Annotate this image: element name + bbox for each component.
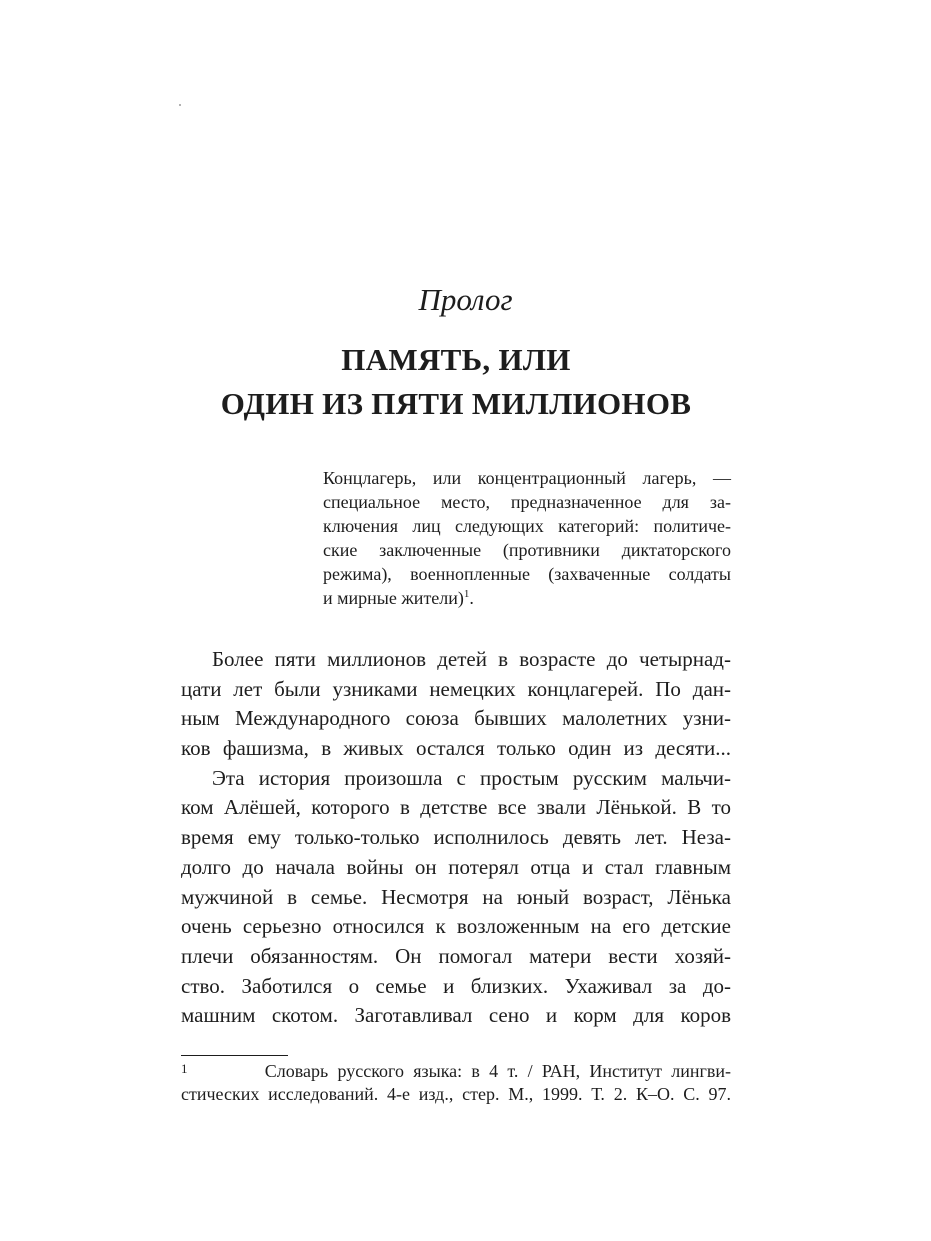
epigraph-line: Концлагерь, или концентрационный лагерь, — — [323, 468, 731, 488]
paragraph-2-line: Эта история произошла с простым русским мальчи- — [212, 765, 731, 790]
paragraph-1-line: цати лет были узниками немецких концлагерей. По дан- — [181, 676, 731, 701]
body-text — [181, 645, 731, 1031]
paragraph-2-line: мужчиной в семье. Несмотря на юный возраст, Лёнька — [181, 884, 731, 909]
epigraph-line-text: и мирные жители) — [323, 588, 464, 608]
paragraph-1-line: ков фашизма, в живых остался только один из десяти... — [181, 736, 731, 761]
paragraph-2-line: плечи обязанностям. Он помогал матери вести хозяй- — [181, 943, 731, 968]
paragraph-2-line: ство. Заботился о семье и близких. Ухаживал за до- — [181, 973, 731, 998]
epigraph-period: . — [469, 588, 474, 608]
footnote-line-2: стических исследований. 4-е изд., стер. М., 1999. Т. 2. К–О. С. 97. — [181, 1084, 731, 1104]
footnote — [181, 1060, 731, 1106]
paragraph-1-line: Более пяти миллионов детей в возрасте до четырнад- — [212, 647, 731, 671]
chapter-title-line-1: ПАМЯТЬ, ИЛИ — [341, 342, 571, 377]
paragraph-2-line: очень серьезно относился к возложенным на его детские — [181, 914, 731, 939]
epigraph-line: ские заключенные (противники диктаторского — [323, 540, 731, 560]
paragraph-2-line: машним скотом. Заготавливал сено и корм для коров — [181, 1003, 731, 1028]
section-label: Пролог — [418, 282, 513, 317]
footnote-separator — [181, 1055, 288, 1056]
footnote-line-1 — [181, 1060, 731, 1083]
paragraph-1-line: ным Международного союза бывших малолетних узни- — [181, 706, 731, 731]
footnote-reference[interactable]: 1 — [463, 588, 470, 600]
epigraph — [323, 466, 731, 610]
epigraph-line: режима), военнопленные (захваченные солдаты — [323, 564, 731, 584]
footnote-mark-wrap — [181, 1060, 237, 1084]
footnote-mark: 1 — [181, 1061, 188, 1076]
footnote-text-1: Словарь русского языка: в 4 т. / РАН, Институт лингви- — [264, 1061, 731, 1081]
page-speck — [179, 104, 181, 106]
epigraph-last-line — [323, 586, 731, 610]
chapter-title-line-2: ОДИН ИЗ ПЯТИ МИЛЛИОНОВ — [220, 386, 692, 421]
paragraph-2-line: ком Алёшей, которого в детстве все звали Лёнькой. В то — [181, 795, 731, 820]
epigraph-line: специальное место, предназначенное для за- — [323, 492, 731, 512]
paragraph-2-line: долго до начала войны он потерял отца и стал главным — [181, 854, 731, 879]
epigraph-line: ключения лиц следующих категорий: политиче- — [323, 516, 731, 536]
paragraph-2-line: время ему только-только исполнилось девять лет. Неза- — [181, 825, 731, 850]
